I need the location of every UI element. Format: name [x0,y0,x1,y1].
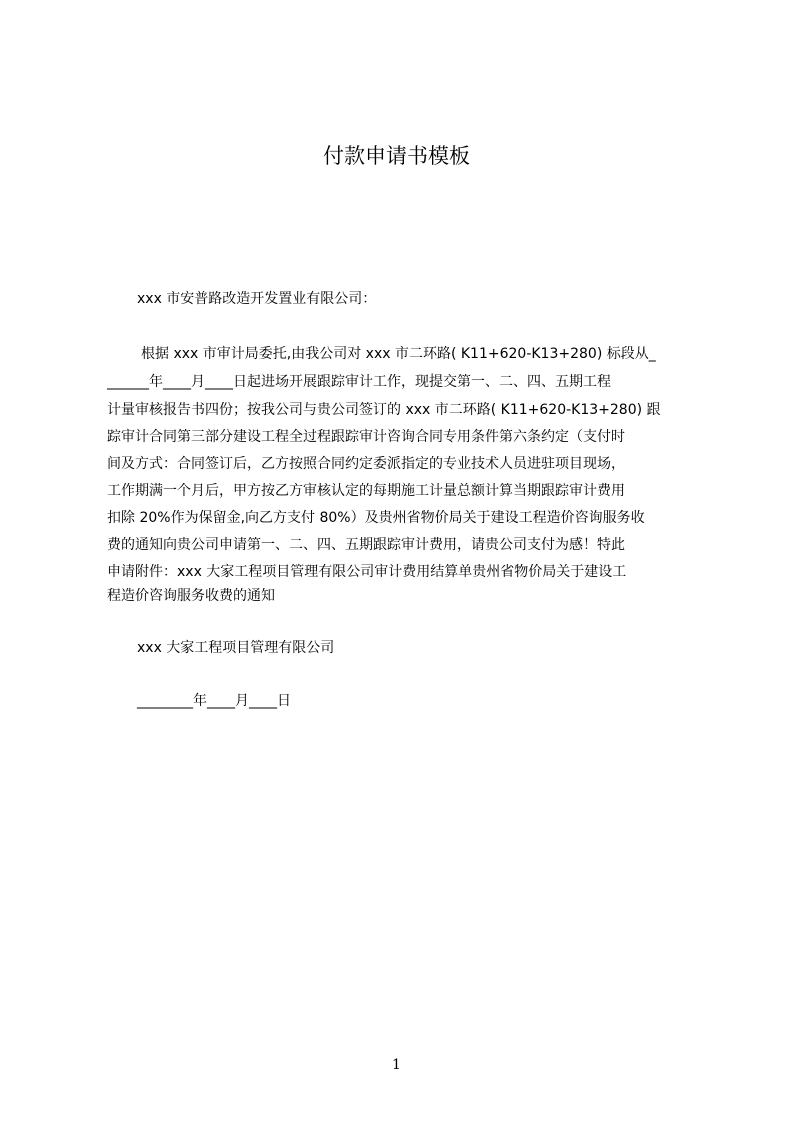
body-line: ______年____月____日起进场开展跟踪审计工作，现提交第一、二、四、五期工程 [107,374,611,390]
signer-company: xxx 大家工程项目管理有限公司 [137,640,335,656]
page-number: 1 [392,1057,401,1073]
document-title: 付款申请书模板 [323,144,470,168]
body-line: 扣除 20%作为保留金,向乙方支付 80%）及贵州省物价局关于建设工程造价咨询服务收 [107,510,645,526]
salutation: xxx 市安普路改造开发置业有限公司： [137,291,377,307]
body-line: 计量审核报告书四份；按我公司与贵公司签订的 xxx 市二环路( K11+620-K13+280) 跟 [107,402,661,418]
body-line: 间及方式：合同签订后，乙方按照合同约定委派指定的专业技术人员进驻项目现场， [107,456,625,472]
body-line: 根据 xxx 市审计局委托,由我公司对 xxx 市二环路( K11+620-K13+280) 标段从_ [141,346,656,362]
body-line: 申请附件：xxx 大家工程项目管理有限公司审计费用结算单贵州省物价局关于建设工 [107,564,627,580]
body-line: 工作期满一个月后，甲方按乙方审核认定的每期施工计量总额计算当期跟踪审计费用 [107,483,625,499]
body-line: 程造价咨询服务收费的通知 [107,588,275,604]
signature-date: ________年____月____日 [137,693,291,709]
body-line: 踪审计合同第三部分建设工程全过程跟踪审计咨询合同专用条件第六条约定（支付时 [107,429,625,445]
body-line: 费的通知向贵公司申请第一、二、四、五期跟踪审计费用，请贵公司支付为感！特此 [107,537,625,553]
